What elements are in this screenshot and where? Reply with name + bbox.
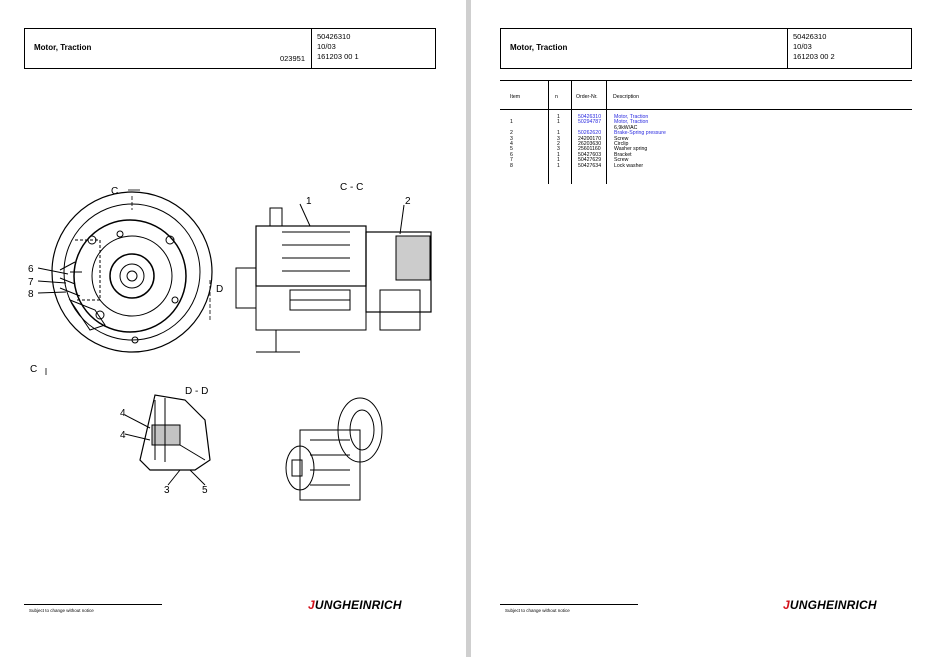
cell-description: 6,9kW/AC (614, 124, 638, 131)
cell-description[interactable]: Motor, Traction (614, 114, 649, 120)
cell-order[interactable]: 50426310 (578, 114, 602, 120)
company-logo (783, 598, 877, 612)
cell-n: 3 (557, 135, 560, 142)
cell-order: 50427634 (578, 162, 602, 169)
cell-order: 26203630 (578, 141, 602, 147)
logo-mark: J (783, 598, 790, 612)
cell-description: Circlip (614, 141, 629, 147)
footer-note: Subject to change without notice (505, 608, 570, 613)
callout-3: 3 (164, 485, 170, 496)
col-description: Description (613, 94, 639, 100)
cell-order: 25601160 (578, 146, 601, 153)
part-number: 50426310 (793, 32, 827, 41)
callout-6: 6 (28, 264, 34, 275)
label-c-top: C (111, 186, 119, 197)
col-item: Item (510, 94, 521, 100)
page-title: Motor, Traction (34, 43, 92, 52)
cell-item: 8 (510, 162, 513, 169)
cell-n: 3 (557, 146, 560, 153)
cell-item: 4 (510, 141, 513, 147)
callout-4b: 4 (120, 430, 126, 441)
cell-n: 1 (557, 157, 560, 164)
logo-text: UNGHEINRICH (789, 598, 877, 612)
logo-mark: J (308, 598, 315, 612)
cell-n: 1 (557, 114, 560, 120)
label-section-dd: D - D (185, 386, 209, 397)
cell-order[interactable]: 50294787 (578, 119, 602, 126)
cell-n: 1 (557, 162, 560, 169)
callout-8: 8 (28, 289, 34, 300)
col-n: n (555, 94, 558, 100)
cell-n: 1 (557, 119, 560, 126)
section-cc-view (236, 204, 431, 352)
footer-rule (500, 604, 638, 605)
callout-5: 5 (202, 485, 208, 496)
parts-list-page (471, 0, 939, 657)
cell-item: 3 (510, 135, 513, 142)
cell-order[interactable]: 50262620 (578, 130, 602, 137)
label-c-bottom: C (30, 364, 38, 375)
callout-4a: 4 (120, 408, 126, 419)
section-dd-view (125, 395, 210, 485)
part-number: 50426310 (317, 32, 351, 41)
cell-description: Screw (614, 157, 629, 164)
footer-rule (24, 604, 162, 605)
cell-order: 50427603 (578, 151, 602, 158)
footer-note: Subject to change without notice (29, 608, 94, 613)
company-logo (308, 598, 402, 612)
header-box (500, 28, 912, 69)
cell-description: Bracket (614, 151, 632, 158)
drawing-code: 023951 (279, 54, 305, 63)
cell-description: Lock washer (614, 162, 644, 169)
cell-n: 1 (557, 151, 560, 158)
label-d: D (216, 284, 224, 295)
cell-item: 7 (510, 157, 513, 164)
cell-description: Screw (614, 135, 629, 142)
table-header (500, 80, 912, 110)
cell-order: 50427629 (578, 157, 602, 164)
cell-item: 2 (510, 130, 513, 137)
col-order: Order-Nr. (576, 94, 598, 100)
label-section-cc: C - C (340, 182, 364, 193)
cell-n: 1 (557, 130, 560, 137)
table-row (500, 164, 912, 169)
cell-item: 1 (510, 119, 513, 126)
revision-date: 10/03 (793, 42, 812, 51)
drawing-page (0, 0, 466, 657)
front-view (52, 192, 212, 352)
cell-n: 2 (557, 141, 560, 147)
callout-1: 1 (306, 196, 312, 207)
page-title: Motor, Traction (510, 43, 568, 52)
header-info (787, 29, 911, 68)
cell-item: 5 (510, 146, 513, 153)
cell-order: 24200170 (578, 135, 602, 142)
cell-description: Washer spring (614, 146, 648, 153)
callout-7: 7 (28, 277, 34, 288)
cell-item: 6 (510, 151, 513, 158)
sheet-number: 161203 00 1 (317, 52, 359, 61)
sheet-number: 161203 00 2 (793, 52, 835, 61)
logo-text: UNGHEINRICH (314, 598, 402, 612)
revision-date: 10/03 (317, 42, 336, 51)
isometric-view (286, 398, 382, 500)
cell-description[interactable]: Motor, Traction (614, 119, 649, 126)
cell-description[interactable]: Brake-Spring pressure (614, 130, 666, 137)
callout-2: 2 (405, 196, 411, 207)
exploded-drawing (0, 0, 466, 657)
